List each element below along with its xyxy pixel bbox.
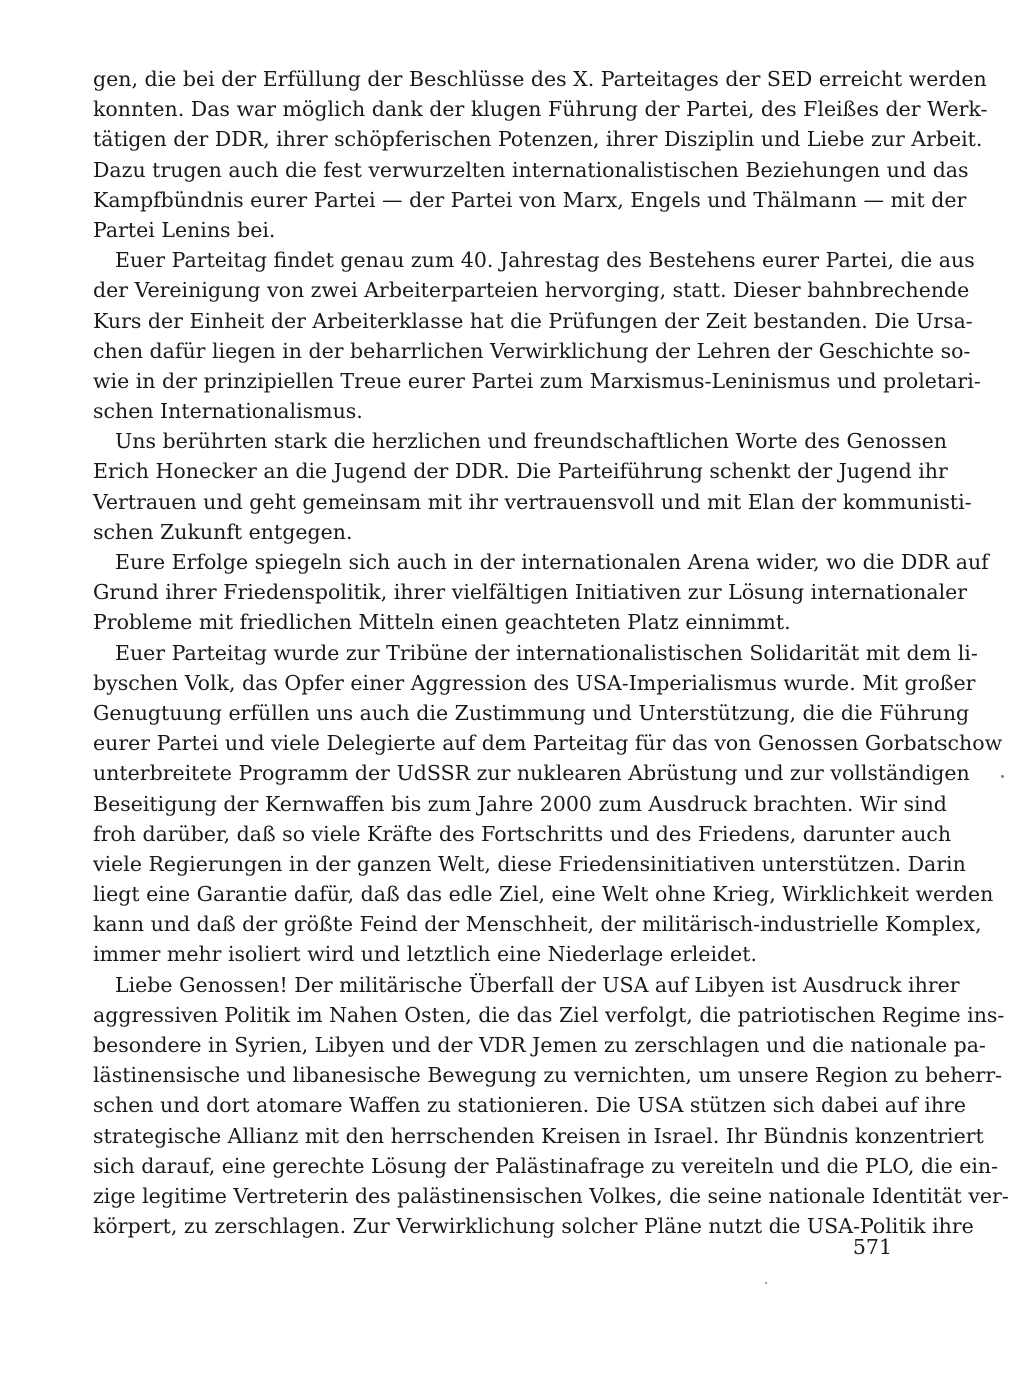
page-number: 571 xyxy=(852,1235,892,1259)
paragraph xyxy=(93,970,1009,1242)
text-line: Vertrauen und geht gemeinsam mit ihr vertrauensvoll und mit Elan der kommunisti- xyxy=(93,489,972,514)
text-line: chen dafür liegen in der beharrlichen Verwirklichung der Lehren der Geschichte so- xyxy=(93,338,971,363)
text-line: sich darauf, eine gerechte Lösung der Palästinafrage zu vereiteln und die PLO, die ein- xyxy=(93,1153,999,1178)
paragraph xyxy=(93,547,989,638)
text-line: Liebe Genossen! Der militärische Überfall der USA auf Libyen ist Ausdruck ihrer xyxy=(115,972,960,997)
text-line: Erich Honecker an die Jugend der DDR. Die Parteiführung schenkt der Jugend ihr xyxy=(93,459,948,484)
text-line: besondere in Syrien, Libyen und der VDR Jemen zu zerschlagen und die nationale pa- xyxy=(93,1033,986,1057)
paragraph xyxy=(93,64,988,245)
text-line: viele Regierungen in der ganzen Welt, diese Friedensinitiativen unterstützen. Darin xyxy=(93,851,966,876)
text-line: eurer Partei und viele Delegierte auf dem Parteitag für das von Genossen Gorbatschow xyxy=(93,731,1003,756)
text-line: körpert, zu zerschlagen. Zur Verwirklichung solcher Pläne nutzt die USA-Politik ihre xyxy=(93,1214,974,1239)
text-line: schen Internationalismus. xyxy=(93,399,363,424)
text-line: unterbreitete Programm der UdSSR zur nuklearen Abrüstung und zur vollständigen xyxy=(93,761,970,786)
text-line: Genugtuung erfüllen uns auch die Zustimmung und Unterstützung, die die Führung xyxy=(93,700,970,725)
text-line: byschen Volk, das Opfer einer Aggression des USA-Imperialismus wurde. Mit großer xyxy=(93,670,976,695)
text-line: Dazu trugen auch die fest verwurzelten internationalistischen Beziehungen und das xyxy=(93,157,969,182)
text-line: Probleme mit friedlichen Mitteln einen geachteten Platz einnimmt. xyxy=(93,610,791,635)
text-line: kann und daß der größte Feind der Menschheit, der militärisch-industrielle Komplex, xyxy=(93,912,982,937)
text-line: Grund ihrer Friedenspolitik, ihrer vielfältigen Initiativen zur Lösung internationaler xyxy=(93,580,968,605)
text-line: gen, die bei der Erfüllung der Beschlüsse des X. Parteitages der SED erreicht werden xyxy=(93,67,987,91)
scan-speck xyxy=(765,1282,767,1284)
text-line: aggressiven Politik im Nahen Osten, die das Ziel verfolgt, die patriotischen Regime ins- xyxy=(93,1002,1005,1027)
text-line: schen und dort atomare Waffen zu stationieren. Die USA stützen sich dabei auf ihre xyxy=(93,1093,966,1118)
text-line: strategische Allianz mit den herrschenden Kreisen in Israel. Ihr Bündnis konzentriert xyxy=(93,1123,984,1148)
text-line: tätigen der DDR, ihrer schöpferischen Potenzen, ihrer Disziplin und Liebe zur Arbeit. xyxy=(93,127,983,152)
text-line: immer mehr isoliert wird und letztlich eine Niederlage erleidet. xyxy=(93,942,758,967)
paragraph xyxy=(93,638,1003,970)
text-line: zige legitime Vertreterin des palästinensischen Volkes, die seine nationale Identität ver- xyxy=(93,1183,1009,1208)
text-line: Euer Parteitag findet genau zum 40. Jahrestag des Bestehens eurer Partei, die aus xyxy=(115,248,975,273)
text-line: konnten. Das war möglich dank der klugen Führung der Partei, des Fleißes der Werk- xyxy=(93,97,988,122)
text-line: froh darüber, daß so viele Kräfte des Fortschritts und des Friedens, darunter auch xyxy=(93,821,952,846)
text-line: der Vereinigung von zwei Arbeiterparteien hervorging, statt. Dieser bahnbrechende xyxy=(93,278,970,303)
text-line: liegt eine Garantie dafür, daß das edle Ziel, eine Welt ohne Krieg, Wirklichkeit werden xyxy=(93,882,994,907)
paragraph xyxy=(93,426,972,547)
text-line: Uns berührten stark die herzlichen und freundschaftlichen Worte des Genossen xyxy=(115,429,947,454)
scan-speck xyxy=(1001,775,1004,778)
text-line: Eure Erfolge spiegeln sich auch in der internationalen Arena wider, wo die DDR auf xyxy=(115,550,989,574)
text-line: wie in der prinzipiellen Treue eurer Partei zum Marxismus-Leninismus und proletari- xyxy=(93,368,981,393)
text-line: Beseitigung der Kernwaffen bis zum Jahre 2000 zum Ausdruck brachten. Wir sind xyxy=(93,791,947,816)
text-line: lästinensische und libanesische Bewegung zu vernichten, um unsere Region zu beherr- xyxy=(93,1063,1003,1088)
text-line: schen Zukunft entgegen. xyxy=(93,519,353,544)
text-line: Kampfbündnis eurer Partei — der Partei von Marx, Engels und Thälmann — mit der xyxy=(93,187,967,212)
text-line: Partei Lenins bei. xyxy=(93,217,276,242)
paragraph xyxy=(93,245,981,426)
text-line: Kurs der Einheit der Arbeiterklasse hat die Prüfungen der Zeit bestanden. Die Ursa- xyxy=(93,308,973,333)
text-line: Euer Parteitag wurde zur Tribüne der internationalistischen Solidarität mit dem li- xyxy=(115,640,978,665)
body-text xyxy=(93,64,1009,1241)
